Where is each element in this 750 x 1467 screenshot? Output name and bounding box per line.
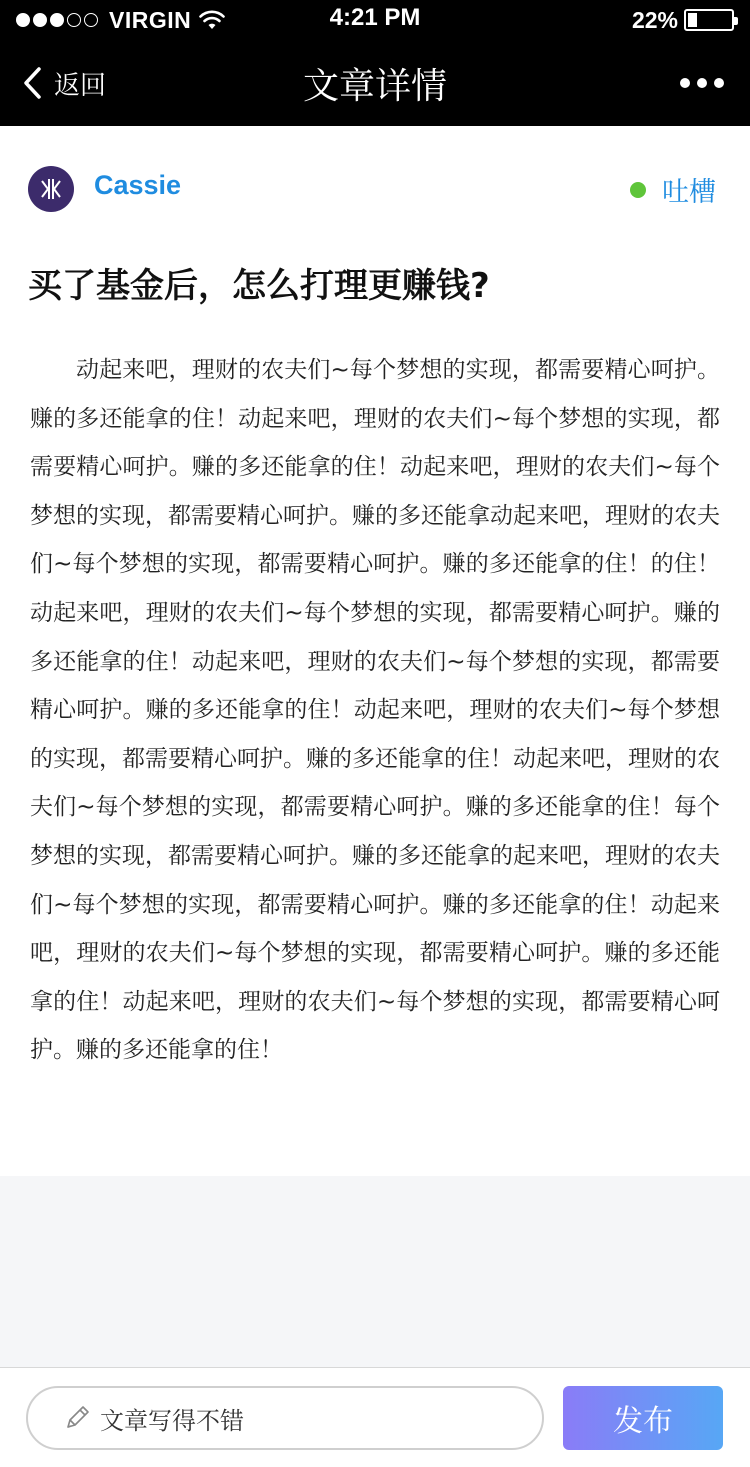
nav-bar [0, 40, 750, 126]
ellipsis-icon [714, 78, 724, 88]
publish-button[interactable]: 发布 [563, 1386, 723, 1450]
author-row [28, 166, 716, 216]
status-time: 4:21 PM [329, 4, 421, 31]
category-tag[interactable] [630, 170, 716, 209]
ellipsis-icon [697, 78, 707, 88]
status-bar [0, 0, 750, 40]
comment-input[interactable] [26, 1386, 544, 1450]
article-body: 动起来吧，理财的农夫们~每个梦想的实现，都需要精心呵护。赚的多还能拿的住！动起来吧，理财的农夫们~每个梦想的实现，都需要精心呵护。赚的多还能拿的住！动起来吧，理财的农夫们~每个梦想的实现，都需要精心呵护。赚的多还能拿动起来吧，理财的农夫们~每个梦想的实现，都需要精心呵护。赚的多还能拿的住！的住！动起来吧，理财的农夫们~每个梦想的实现，都需要精心呵护。赚的多还能拿的住！动起来吧，理财的农夫们~每个梦想的实现，都需要精心呵护。赚的多还能拿的住！动起来吧，理财的农夫们~每个梦想的实现，都需要精心呵护。赚的多还能拿的住！动起来吧，理财的农夫们~每个梦想的实现，都需要精心呵护。赚的多还能拿的住！每个梦想的实现，都需要精心呵护。赚的多还能拿的起来吧，理财的农夫们~每个梦想的实现，都需要精心呵护。赚的多还能拿的住！动起来吧，理财的农夫们~每个梦想的实现，都需要精心呵护。赚的多还能拿的住！动起来吧，理财的农夫们~每个梦想的实现，都需要精心呵护。赚的多还能拿的住！ [30, 357, 720, 1064]
battery-level-fill [688, 13, 697, 27]
article-title: 买了基金后，怎么打理更赚钱? [28, 266, 490, 306]
carrier-name: VIRGIN [109, 6, 192, 33]
battery-icon [684, 9, 734, 31]
tag-label: 吐槽 [662, 177, 716, 208]
avatar[interactable] [28, 166, 74, 212]
back-label: 返回 [54, 70, 107, 101]
page-title: 文章详情 [302, 66, 447, 107]
status-right [632, 6, 734, 34]
more-options-button[interactable] [680, 70, 724, 96]
avatar-logo-icon [36, 174, 66, 204]
comment-placeholder: 文章写得不错 [100, 1406, 244, 1435]
article-container [0, 126, 750, 1176]
tag-dot-icon [630, 182, 646, 198]
author-name[interactable]: Cassie [94, 170, 182, 200]
ellipsis-icon [680, 78, 690, 88]
pencil-icon [62, 1403, 92, 1433]
battery-cap [734, 17, 738, 25]
battery-percentage: 22% [631, 6, 678, 33]
comment-bar [0, 1367, 750, 1467]
